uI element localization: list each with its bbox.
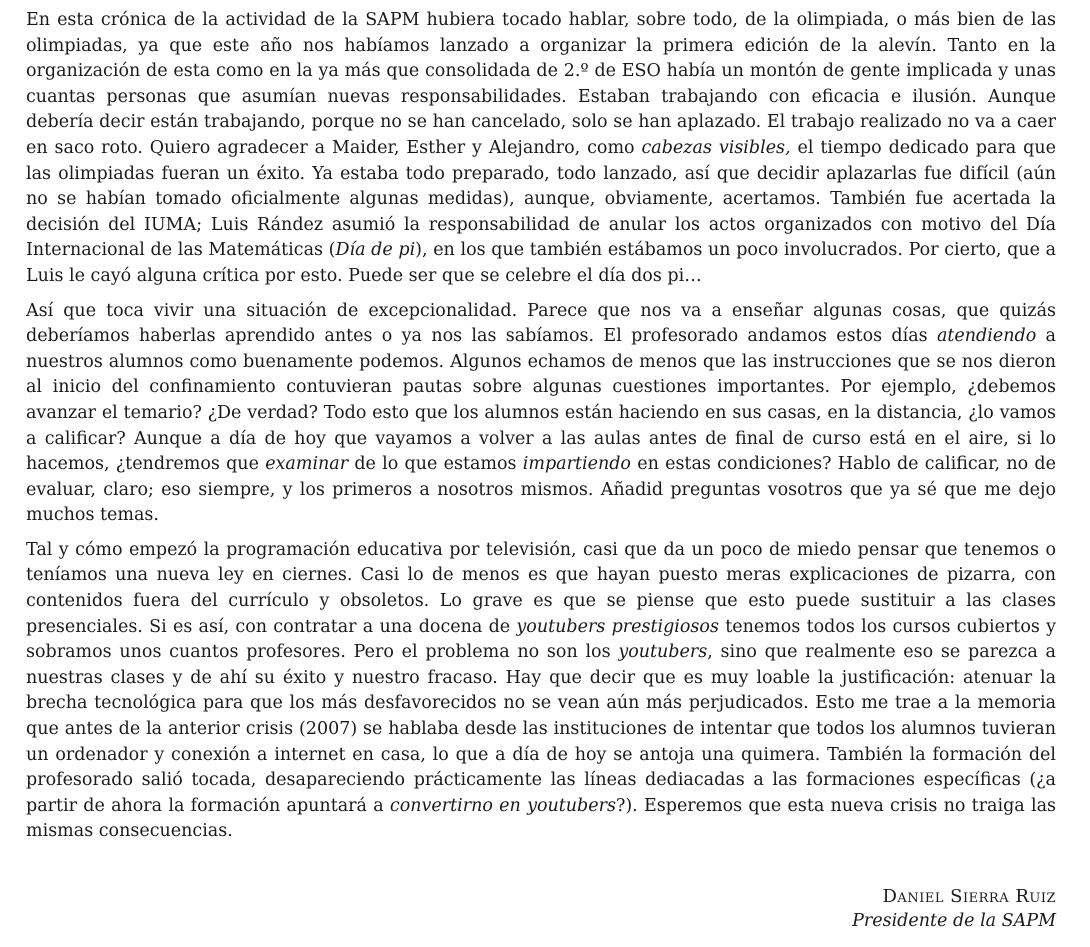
article-body <box>26 8 1056 854</box>
italic-text: atendiendo <box>936 326 1037 347</box>
paragraph-3 <box>26 538 1056 845</box>
text-run: ?). Esperemos que esta nueva crisis no traiga las mismas consecuencias. <box>26 795 1056 842</box>
text-run: en estas condiciones? Hablo de calificar, no de evaluar, claro; eso siempre, y los primeros a nosotros mismos. Añadid preguntas vosotros que ya sé que me dejo muchos temas. <box>26 454 1056 526</box>
text-run: Así que toca vivir una situación de excepcionalidad. Parece que nos va a enseñar algunas cosas, que quizás deberíamos haberlas aprendido antes o ya nos las sabíamos. El profesorado andamos estos días <box>26 300 1056 347</box>
text-run: a nuestros alumnos como buenamente podemos. Algunos echamos de menos que las instrucciones que se nos dieron al inicio del confinamiento contuvieran pautas sobre algunas cuestiones importantes. Por ejemplo, ¿debemos avanzar el temario? ¿De verdad? Todo esto que los alumnos están haciendo en sus casas, en la distancia, ¿lo vamos a calificar? Aunque a día de hoy que vayamos a volver a las aulas antes de final de curso está en el aire, si lo hacemos, ¿tendremos que <box>26 326 1056 475</box>
italic-text: impartiendo <box>522 454 631 475</box>
paragraph-2 <box>26 299 1056 529</box>
text-run: de lo que estamos <box>348 454 523 475</box>
author-name: Daniel Sierra Ruiz <box>882 886 1056 907</box>
paragraph-1 <box>26 8 1056 290</box>
author-title: Presidente de la SAPM <box>852 911 1056 931</box>
signature-block <box>852 884 1056 934</box>
italic-text: Día de pi <box>335 240 416 261</box>
italic-text: youtubers <box>618 642 708 663</box>
italic-text: convertirno en youtubers <box>389 795 616 816</box>
italic-text: youtubers prestigiosos <box>516 616 719 637</box>
text-run: tenemos todos los cursos cubiertos y sobramos unos cuantos profesores. Pero el problema no son los <box>26 616 1056 663</box>
text-run: En esta crónica de la actividad de la SAPM hubiera tocado hablar, sobre todo, de la olimpiada, o más bien de las olimpiadas, ya que este año nos habíamos lanzado a organizar la primera edición de la alevín. Tanto en la organización de esta como en la ya más que consolidada de 2.º de ESO había un montón de gente implicada y unas cuantas personas que asumían nuevas responsabilidades. Estaban trabajando con eficacia e ilusión. Aunque debería decir están trabajando, porque no se han cancelado, solo se han aplazado. El trabajo realizado no va a caer en saco roto. Quiero agradecer a Maider, Esther y Alejandro, como <box>26 10 1056 158</box>
text-run: , sino que realmente eso se parezca a nuestras clases y de ahí su éxito y nuestro fracaso. Hay que decir que es muy loable la justificación: atenuar la brecha tecnológica para que los más desfavorecidos no se vean aún más perjudicados. Esto me trae a la memoria que antes de la anterior crisis (2007) se hablaba desde las instituciones de intentar que todos los alumnos tuvieran un ordenador y conexión a internet en casa, lo que a día de hoy se antoja una quimera. También la formación del profesorado salió tocada, desapareciendo prácticamente las líneas dediacadas a las formaciones específicas (¿a partir de ahora la formación apuntará a <box>26 642 1056 816</box>
text-run: Tal y cómo empezó la programación educativa por televisión, casi que da un poco de miedo pensar que tenemos o teníamos una nueva ley en ciernes. Casi lo de menos es que hayan puesto meras explicaciones de pizarra, con contenidos fuera del currículo y obsoletos. Lo grave es que se piense que esto puede sustituir a las clases presenciales. Si es así, con contratar a una docena de <box>26 539 1056 637</box>
text-run: el tiempo dedicado para que las olimpiadas fueran un éxito. Ya estaba todo preparado, todo lanzado, así que decidir aplazarlas fue difícil (aún no se habían tomado oficialmente algunas medidas), aunque, obviamente, acertamos. También fue acertada la decisión del IUMA; Luis Rández asumió la responsabilidad de anular los actos organizados con motivo del Día Internacional de las Matemáticas ( <box>26 137 1056 261</box>
text-run: ), en los que también estábamos un poco involucrados. Por cierto, que a Luis le cayó alguna crítica por esto. Puede ser que se celebre el día dos pi… <box>26 240 1057 286</box>
italic-text: examinar <box>265 454 349 475</box>
italic-text: cabezas visibles, <box>641 137 791 158</box>
